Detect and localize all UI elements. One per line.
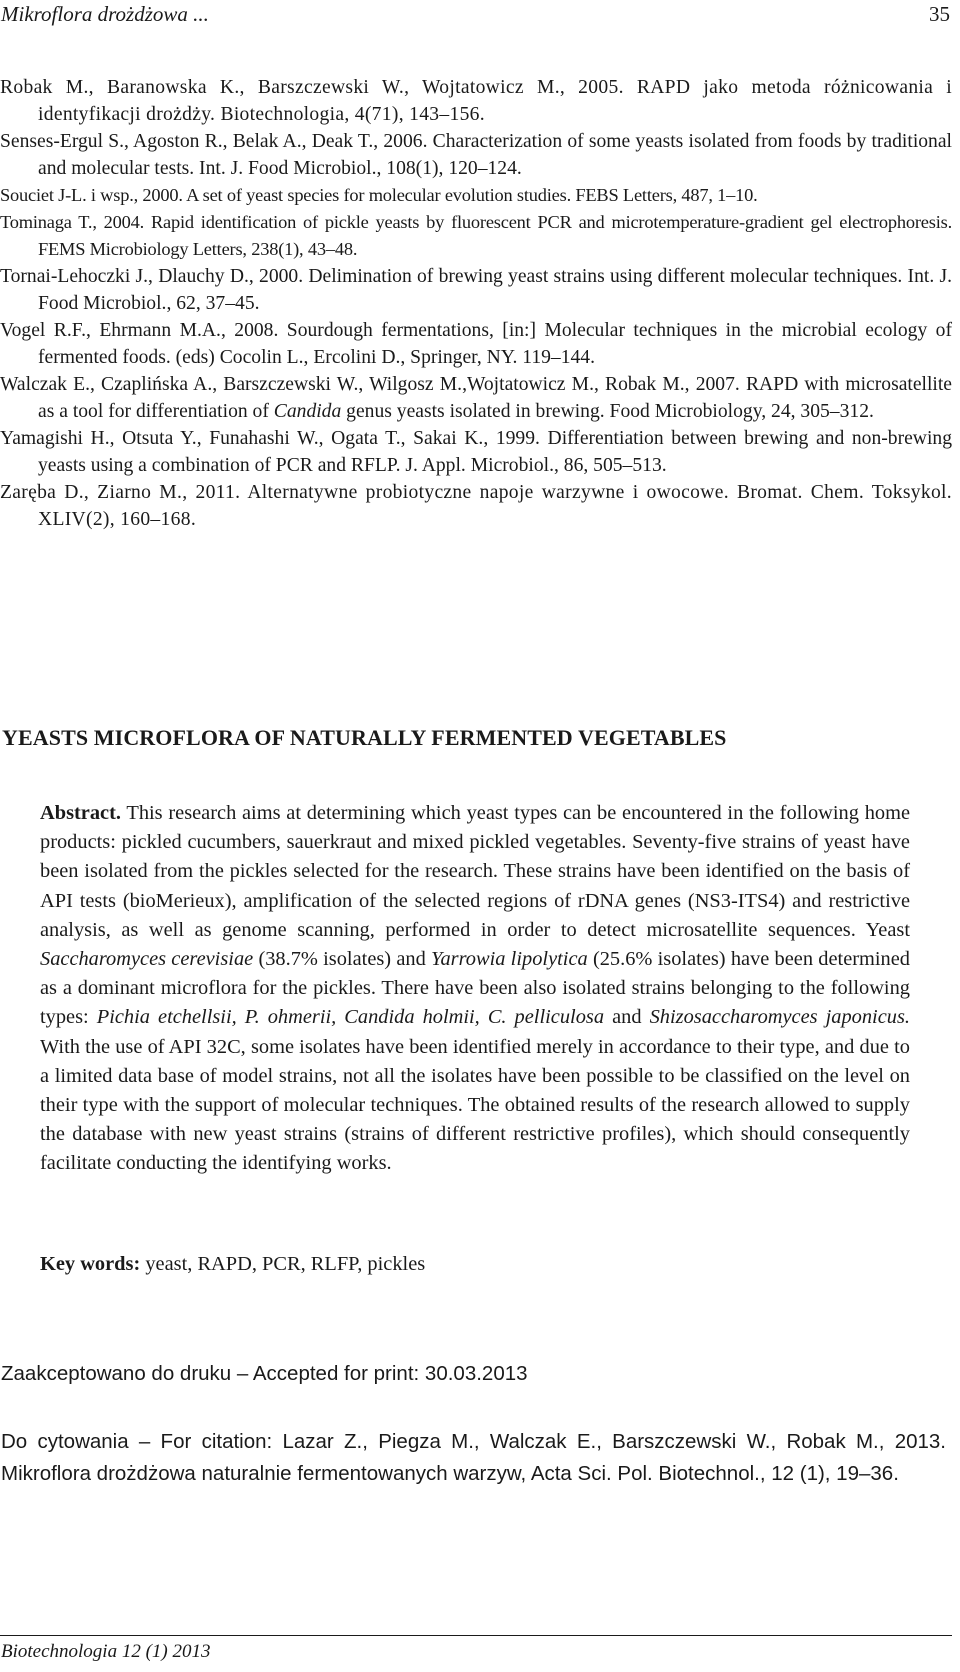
abstract-label: Abstract. [40,802,121,824]
keywords-label: Key words: [40,1253,141,1275]
reference-item: Zaręba D., Ziarno M., 2011. Alternatywne probiotyczne napoje warzywne i owocowe. Bromat. Chem. Toksykol. XLIV(2), 160–168. [0,482,952,530]
reference-item: Robak M., Baranowska K., Barszczewski W., Wojtatowicz M., 2005. RAPD jako metoda różnicowania i identyfikacji drożdży. Biotechnologia, 4(71), 143–156. [0,77,952,125]
reference-item: Vogel R.F., Ehrmann M.A., 2008. Sourdough fermentations, [in:] Molecular techniques in the microbial ecology of fermented foods. (eds) Cocolin L., Ercolini D., Springer, NY. 119–144. [0,320,952,368]
citation: Do cytowania – For citation: Lazar Z., Piegza M., Walczak E., Barszczewski W., Robak M., 2013. Mikroflora drożdżowa naturalnie fermentowanych warzyw, Acta Sci. Pol. Biotechnol., 12 (1), 19–36. [1,1430,946,1485]
reference-item: Senses-Ergul S., Agoston R., Belak A., Deak T., 2006. Characterization of some yeasts isolated from foods by traditional and molecular tests. Int. J. Food Microbiol., 108(1), 120–124. [0,131,952,179]
keywords: Key words: yeast, RAPD, PCR, RLFP, pickles [40,1253,426,1275]
page-header [0,2,950,32]
reference-item: Yamagishi H., Otsuta Y., Funahashi W., Ogata T., Sakai K., 1999. Differentiation between brewing and non-brewing yeasts using a combination of PCR and RFLP. J. Appl. Microbiol., 86, 505–513. [0,428,952,476]
reference-item: Walczak E., Czaplińska A., Barszczewski W., Wilgosz M.,Wojtatowicz M., Robak M., 2007. RAPD with microsatellite as a tool for differentiation of Candida genus yeasts isolated in brewing. Food Microbiology, 24, 305–312. [0,374,952,422]
genus-name: Candida [273,401,342,422]
accepted-for-print: Zaakceptowano do druku – Accepted for print: 30.03.2013 [1,1362,528,1385]
page-number: 35 [929,2,950,26]
footer-divider [0,1635,952,1636]
journal-footer: Biotechnologia 12 (1) 2013 [1,1641,211,1662]
reference-item: Tornai-Lehoczki J., Dlauchy D., 2000. Delimination of brewing yeast strains using different molecular techniques. Int. J. Food Microbiol., 62, 37–45. [0,266,952,314]
reference-list [0,74,952,533]
abstract: Abstract. This research aims at determining which yeast types can be encountered in the following home products: pickled cucumbers, sauerkraut and mixed pickled vegetables. Seventy-five strains of yeast have been isolated from the pickles selected for the research. These strains have been identified on the basis of API tests (bioMerieux), amplification of the selected regions of rDNA genes (NS3-ITS4) and restrictive analysis, as well as genome scanning, performed in order to detect microsatellite sequences. Yeast Saccharomyces cerevisiae (38.7% isolates) and Yarrowia lipolytica (25.6% isolates) have been determined as a dominant microflora for the pickles. There have been also isolated strains belonging to the following types: Pichia etchellsii, P. ohmerii, Candida holmii, C. pelliculosa and Shizosaccharomyces japonicus. With the use of API 32C, some isolates have been identified merely in accordance to their type, and due to a limited data base of model strains, not all the isolates have been possible to be classified on the level on their type with the support of molecular techniques. The obtained results of the research allowed to supply the database with new yeast strains (strains of different restrictive profiles), which should consequently facilitate conducting the identifying works. [40,802,911,1175]
reference-item: Souciet J-L. i wsp., 2000. A set of yeast species for molecular evolution studies. FEBS Letters, 487, 1–10. [0,185,758,205]
running-title: Mikroflora drożdżowa ... [1,2,209,26]
reference-item: Tominaga T., 2004. Rapid identification of pickle yeasts by fluorescent PCR and microtemperature-gradient gel electrophoresis. FEMS Microbiology Letters, 238(1), 43–48. [0,212,952,259]
english-title: YEASTS MICROFLORA OF NATURALLY FERMENTED VEGETABLES [2,725,727,750]
